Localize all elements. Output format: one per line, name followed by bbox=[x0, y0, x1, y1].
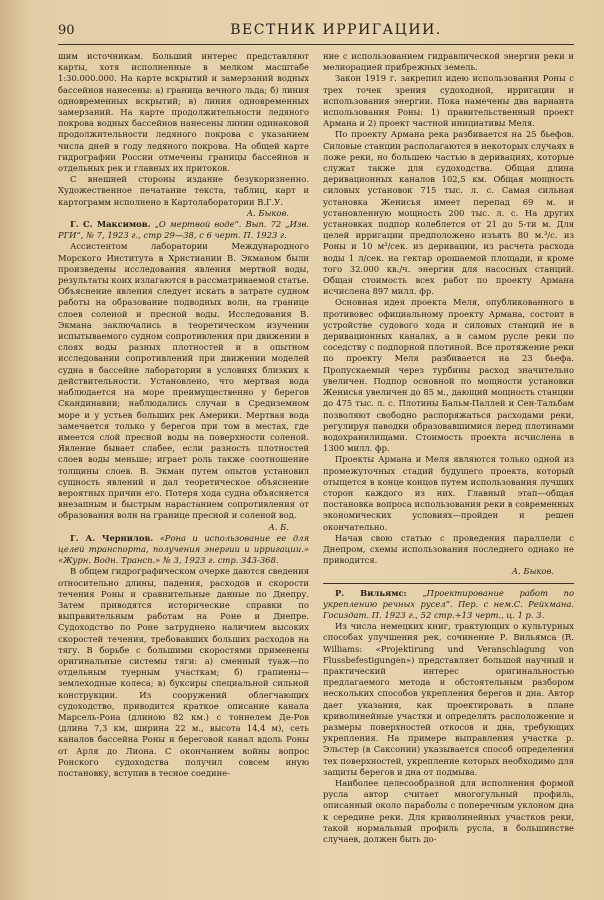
page-number: 90 bbox=[58, 23, 75, 38]
review-author: Г. А. Чернилов. bbox=[70, 532, 154, 543]
comparison-paragraph: Проекты Армана и Меля являются только одной из промежуточных стадий будущего проекта, который отыщется в конце концов путем использования лучших сторон каждого из них. Главный этап—общая постановка вопроса использования реки в современных экономических условиях—пройден и решен окончательно. bbox=[323, 454, 574, 532]
final-paragraph: Начав свою статью с проведения параллели с Днепром, схемы использования последнего однако не приводится. bbox=[323, 532, 574, 566]
text-columns bbox=[58, 51, 574, 845]
review-body: Наиболее целесообразной для исполнения формой русла автор считает многогульный профиль, описанный около параболы с поперечным уклоном дна к середине реки. Для криволинейных участков реки, такой нормальный профиль русла, в большинстве случаев, должен быть до- bbox=[323, 778, 574, 845]
review-heading bbox=[323, 588, 574, 622]
review-author: Г. С. Максимов. bbox=[70, 219, 151, 230]
closing-paragraph: С внешней стороны издание безукоризненно. Художественное печатание текста, таблиц, карт и картограмм исполнено в Картолаборатории В.Г.У. bbox=[58, 174, 309, 207]
review-body: В общем гидрографическом очерке даются сведения относительно длины, падения, расходов и скорости течения Роны и сравнительные данные по Днепру. Затем приводятся исторические справки по выправительным работам на Роне и Днепре. Судоходство по Роне затруднено наличием высоких скоростей течения, требовавших больших расходов на тягу. В борьбе с большими скоростями применены оригинальные системы тяги: а) сменный туаж—по отдельным туерным участкам; б) грапиены—землеходные колеса; в) буксиры специальной сильной конструкции. Из сооружений облегчающих судоходство, приводится краткое описание канала Марсель-Рона (длиною 82 км.) с тоннелем Де-Ров (длина 7,3 км, ширина 22 м., высота 14,4 м), сеть каналов бассейна Роны и береговой канал вдоль Роны от Арля до Лиона. С окончанием войны вопрос Ронского судоходства получил совсем иную постановку, вступив в тесное соедине- bbox=[58, 566, 309, 778]
signature: А. Быков. bbox=[511, 566, 554, 577]
right-column bbox=[323, 51, 574, 845]
page-header bbox=[58, 22, 574, 45]
review-heading bbox=[58, 219, 309, 241]
review-body: Ассистентом лаборатории Международного Морского Института в Христиании В. Экманом были произведены исследования явления мертвой воды, результаты коих излагаются в рассматриваемой статье. Объяснение явления следует искать в затрате судном работы на образование подводных волн, на границе слоев соленой и пресной воды. Исследования В. Экмана заключались в теоретическом изучении испытываемого судном сопротивления при движении в слоях воды разных плотностей и в опытном исследовании сопротивлений при движении моделей судна в бассейне лаборатории в условиях близких к действительности. Установлено, что мертвая вода наблюдается на море преимущественно у берегов Скандинавии; наблюдались случаи в Средиземном море и у устьев больших рек Америки. Мертвая вода замечается только у берегов при том в местах, где имеется слой пресной воды на поверхности соленой. Явление бывает слабее, если разность плотностей слоев воды меньше; играет роль также соотношение толщины слоев. В. Экман путем опытов установил сущность явлений и дал теоретическое объяснение вероятных причин его. Потеря хода судна объясняется внезапным и быстрым нарастанием сопротивления от образования волн на границе пресной и соленой вод. bbox=[58, 241, 309, 521]
review-citation: „О мертвой воде“. Вып. 72 „Изв. РГИ“, № 7, 1923 г., стр 29—38, с 6 черт. П. 1923 г. bbox=[58, 219, 310, 241]
section-divider bbox=[323, 583, 574, 584]
signature: А. Быков. bbox=[246, 207, 289, 218]
review-citation: „Проектирование работ по укреплению речных русел“. Пер. с нем.С. Рейхмана. Госиздат. П. 1923 г., 52 стр.+13 черт., ц. 1 р. 3. bbox=[323, 587, 574, 620]
continuation-paragraph: ние с использованием гидравлической энергии реки и мелиорацией прибрежных земель. bbox=[323, 51, 574, 73]
mel-paragraph: Основная идея проекта Меля, опубликованного в противовес официальному проекту Армана, состоит в устройстве судового хода и силовых станций не в деривационных каналах, а в самом русле реки по соседству с подпорной плотиной. Все протяжение реки по проекту Меля разбивается на 23 бьефа. Пропускаемый через турбины расход значительно увеличен. Подпор основной по мощности установки Женисья увеличен до 85 м., дающий мощность станции до 475 тыс. л. с. Плотины Бальм-Паллей и Сен-Тальбам позволяют свободно распоряжаться расходами реки, регулируя паводки образовавшимися перед плотинами водохранилищами. Стоимость проекта исчислена в 1300 милл. фр. bbox=[323, 297, 574, 454]
arman-paragraph: По проекту Армана река разбивается на 25 бьефов. Силовые станции располагаются в некоторых случаях в ложе реки, но большею частью в деривациях, которые служат также для судоходства. Общая длина деривационных каналов 102,5 км. Общая мощность силовых установок 715 тыс. л. с. Самая сильная установка Женисья имеет перепад 69 м. и установленную мощность 200 тыс. л. с. На других установках подпор колеблется от 21 до 5-ти м. Для целей ирригации предположено изъять 80 м.³/с. из Роны и 10 м³/сек. из деривации, из расчета расхода воды 1 л/сек. на гектар орошаемой площади, и кроме того 32.000 кв./ч. энергии для насосных станций. Общая стоимость всех работ по проекту Армана исчислена 897 милл. фр. bbox=[323, 129, 574, 297]
intro-paragraph: шим источникам. Больший интерес представляют карты, хотя исполненные в мелком масштабе 1:30.000.000. На карте вскрытий и замерзаний водных бассейнов нанесены: а) граница вечного льда; б) линия одновременных вскрытий; в) линия одновременных замерзаний. На карте продолжительности ледяного покрова водных бассейнов нанесены линии одинаковой продолжительности ледяного покрова с указанием числа дней в году ледяного покрова. На общей карте гидрографии России отмечены границы бассейнов и отдельных рек и главных их притоков. bbox=[58, 51, 309, 174]
signature: А. Б. bbox=[268, 521, 289, 532]
review-heading bbox=[58, 533, 309, 567]
review-author: Р. Вильямс: bbox=[335, 587, 407, 598]
left-column bbox=[58, 51, 309, 845]
review-body: Из числа немецких книг, трактующих о культурных способах улучшения рек, сочинение Р. Вильямса (R. Williams: «Projektirung und Veranschlagung von Flussbefestigungen») представляет большой научный и практический интерес оригинальностью предлагаемого метода и обстоятельным разбором нескольких способов укрепления берегов и дна. Автор дает указания, как проектировать в плане криволинейные участки и определять расположение и размеры поверхностей откосов и дна, требующих укрепления. На примере выправления участка р. Эльстер (в Саксонии) указывается способ определения тех поверхностей, укрепление которых необходимо для защиты берегов и дна от подмыва. bbox=[323, 621, 574, 777]
journal-title: ВЕСТНИК ИРРИГАЦИИ. bbox=[230, 22, 442, 38]
review-citation: «Рона и использование ее для целей транспорта, получения энергии и ирригации.» «Журн. Водн. Трансп.» № 3, 1923 г. стр. 343-368. bbox=[58, 532, 310, 566]
law-paragraph: Закон 1919 г. закрепил идею использования Роны с трех точек зрения судоходной, ирригации и использования энергии. Пока намечены два варианта использования Роны: 1) правительственный проект Армана и 2) проект частной инициативы Меля. bbox=[323, 73, 574, 129]
